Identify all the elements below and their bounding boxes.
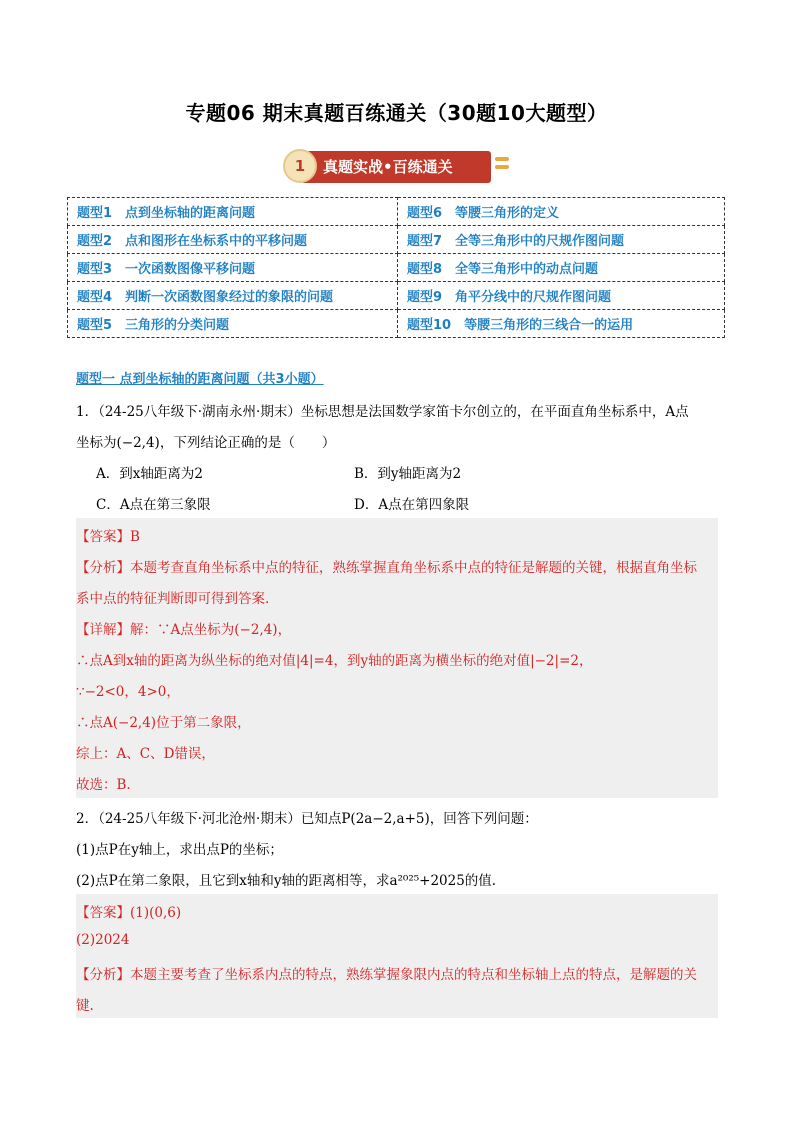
question-2-part-1: (1)点P在y轴上，求出点P的坐标； xyxy=(76,842,283,858)
answer-text: 【答案】B xyxy=(76,529,140,545)
option-d: D．A点在第四象限 xyxy=(354,497,470,513)
table-row xyxy=(68,198,725,226)
banner-number: 1 xyxy=(283,149,317,183)
question-2-text: 2．（24-25八年级下·河北沧州·期末）已知点P(2a−2,a+5)，回答下列问题： xyxy=(76,811,538,827)
answer-block-1 xyxy=(76,518,718,798)
analysis-text: 系中点的特征判断即可得到答案. xyxy=(76,591,270,607)
page-title: 专题06 期末真题百练通关（30题10大题型） xyxy=(185,101,608,125)
topic-link[interactable]: 题型5 三角形的分类问题 xyxy=(68,310,398,338)
detail-text: 故选：B. xyxy=(76,777,131,793)
topic-link[interactable]: 题型9 角平分线中的尺规作图问题 xyxy=(398,282,725,310)
detail-text: ∴点A(−2,4)位于第二象限， xyxy=(76,715,251,731)
answer-text: (2)2024 xyxy=(76,932,130,948)
topic-link[interactable]: 题型6 等腰三角形的定义 xyxy=(398,198,725,226)
topic-link[interactable]: 题型7 全等三角形中的尺规作图问题 xyxy=(398,226,725,254)
topic-table xyxy=(67,197,725,338)
table-row xyxy=(68,254,725,282)
question-2-part-2: (2)点P在第二象限，且它到x轴和y轴的距离相等，求a²⁰²⁵+2025的值. xyxy=(76,873,497,889)
detail-text: ∵−2<0，4>0， xyxy=(76,684,180,700)
section-heading[interactable]: 题型一 点到坐标轴的距离问题（共3小题） xyxy=(76,372,324,387)
detail-text: ∴点A到x轴的距离为纵坐标的绝对值|4|=4，到y轴的距离为横坐标的绝对值|−2|=2， xyxy=(76,653,593,669)
topic-link[interactable]: 题型8 全等三角形中的动点问题 xyxy=(398,254,725,282)
table-row xyxy=(68,226,725,254)
banner-text: 真题实战•百练通关 xyxy=(323,158,453,176)
section-banner xyxy=(283,149,509,185)
topic-link[interactable]: 题型3 一次函数图像平移问题 xyxy=(68,254,398,282)
topic-link[interactable]: 题型4 判断一次函数图象经过的象限的问题 xyxy=(68,282,398,310)
analysis-text: 键. xyxy=(76,998,94,1014)
table-row xyxy=(68,282,725,310)
question-1-text: 1．（24-25八年级下·湖南永州·期末）坐标思想是法国数学家笛卡尔创立的，在平面直角坐标系中，A点 xyxy=(76,404,689,420)
answer-text: 【答案】(1)(0,6) xyxy=(76,905,182,921)
analysis-text: 【分析】本题主要考查了坐标系内点的特点，熟练掌握象限内点的特点和坐标轴上点的特点，是解题的关 xyxy=(76,967,697,983)
analysis-text: 【分析】本题考查直角坐标系中点的特征，熟练掌握直角坐标系中点的特征是解题的关键，根据直角坐标 xyxy=(76,560,697,576)
table-row xyxy=(68,310,725,338)
option-a: A．到x轴距离为2 xyxy=(96,466,203,482)
answer-block-2 xyxy=(76,894,718,1018)
banner-stripes-icon xyxy=(495,157,509,179)
option-b: B．到y轴距离为2 xyxy=(354,466,462,482)
topic-link[interactable]: 题型2 点和图形在坐标系中的平移问题 xyxy=(68,226,398,254)
detail-text: 【详解】解：∵A点坐标为(−2,4)， xyxy=(76,622,292,638)
option-c: C．A点在第三象限 xyxy=(96,497,211,513)
topic-link[interactable]: 题型1 点到坐标轴的距离问题 xyxy=(68,198,398,226)
question-1-text: 坐标为(−2,4)，下列结论正确的是（ ） xyxy=(76,435,336,451)
detail-text: 综上：A、C、D错误， xyxy=(76,746,215,762)
topic-link[interactable]: 题型10 等腰三角形的三线合一的运用 xyxy=(398,310,725,338)
